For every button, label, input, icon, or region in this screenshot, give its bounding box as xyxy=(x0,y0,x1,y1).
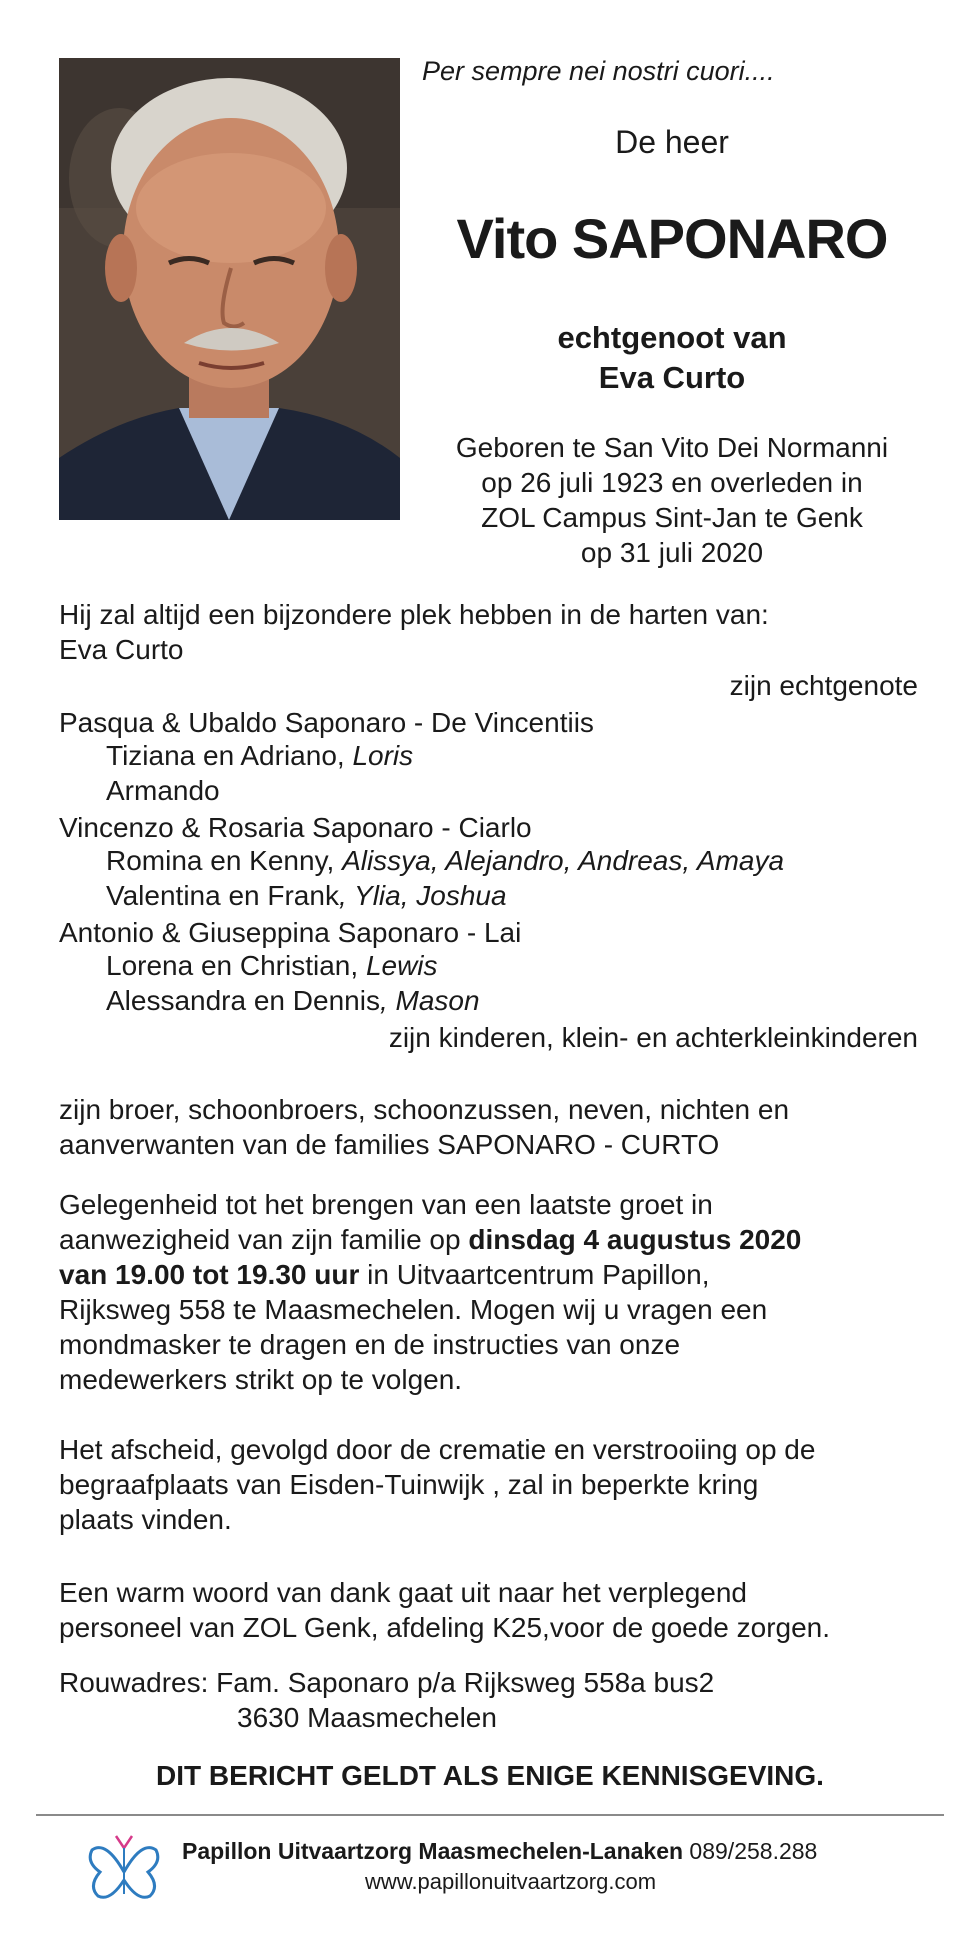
divider xyxy=(36,1814,944,1816)
family-intro: Hij zal altijd een bijzondere plek hebben in de harten van: xyxy=(59,599,769,630)
deceased-name: Vito SAPONARO xyxy=(456,207,888,270)
birth-line: Geboren te San Vito Dei Normanni xyxy=(455,432,889,463)
grandchild-entry: Romina en Kenny, Alissya, Alejandro, Andreas, Amaya xyxy=(106,845,785,876)
birth-line: ZOL Campus Sint-Jan te Genk xyxy=(481,502,863,533)
grandchild-entry: Armando xyxy=(106,775,220,806)
mourning-address: Rouwadres: Fam. Saponaro p/a Rijksweg 558a bus2 xyxy=(59,1667,715,1698)
visit-line: aanwezigheid van zijn familie op dinsdag 4 augustus 2020 xyxy=(59,1224,802,1255)
visit-line: Rijksweg 558 te Maasmechelen. Mogen wij u vragen een xyxy=(59,1294,768,1325)
notice-banner: DIT BERICHT GELDT ALS ENIGE KENNISGEVING. xyxy=(156,1760,824,1791)
relatives-line: aanverwanten van de families SAPONARO - CURTO xyxy=(59,1129,720,1160)
portrait-photo xyxy=(59,58,400,520)
relatives-text xyxy=(59,1092,789,1162)
birth-line: op 26 juli 1923 en overleden in xyxy=(481,467,863,498)
child-entry: Antonio & Giuseppina Saponaro - Lai xyxy=(59,917,522,948)
spouse-block xyxy=(410,318,934,398)
thanks-line: Een warm woord van dank gaat uit naar het verplegend xyxy=(59,1577,747,1608)
funeral-company: Papillon Uitvaartzorg Maasmechelen-Lanaken 089/258.288 xyxy=(182,1838,818,1864)
farewell-line: plaats vinden. xyxy=(59,1504,232,1535)
spouse-entry: Eva Curto xyxy=(59,634,184,665)
title-prefix: De heer xyxy=(615,124,729,160)
birth-death-info xyxy=(410,430,934,570)
portrait-illustration xyxy=(59,58,400,520)
farewell-line: begraafplaats van Eisden-Tuinwijk , zal in beperkte kring xyxy=(59,1469,759,1500)
children-role: zijn kinderen, klein- en achterkleinkinderen xyxy=(388,1022,918,1053)
child-entry: Pasqua & Ubaldo Saponaro - De Vincentiis xyxy=(59,707,594,738)
mourning-address-city: 3630 Maasmechelen xyxy=(237,1702,497,1733)
visit-line: mondmasker te dragen en de instructies van onze xyxy=(59,1329,681,1360)
spouse-role: zijn echtgenote xyxy=(729,670,918,701)
visitation-text xyxy=(59,1187,801,1397)
motto: Per sempre nei nostri cuori.... xyxy=(422,56,775,86)
farewell-line: Het afscheid, gevolgd door de crematie en verstrooiing op de xyxy=(59,1434,816,1465)
child-entry: Vincenzo & Rosaria Saponaro - Ciarlo xyxy=(59,812,532,843)
relatives-line: zijn broer, schoonbroers, schoonzussen, neven, nichten en xyxy=(59,1094,790,1125)
grandchild-entry: Tiziana en Adriano, Loris xyxy=(106,740,414,771)
grandchild-entry: Alessandra en Dennis, Mason xyxy=(106,985,480,1016)
visit-line: van 19.00 tot 19.30 uur in Uitvaartcentrum Papillon, xyxy=(59,1259,710,1290)
grandchild-entry: Valentina en Frank, Ylia, Joshua xyxy=(106,880,507,911)
spouse-name: Eva Curto xyxy=(598,360,746,395)
visit-line: medewerkers strikt op te volgen. xyxy=(59,1364,463,1395)
butterfly-logo-icon xyxy=(86,1832,162,1908)
spouse-label: echtgenoot van xyxy=(557,320,787,355)
farewell-text xyxy=(59,1432,815,1537)
grandchild-entry: Lorena en Christian, Lewis xyxy=(106,950,438,981)
thanks-text xyxy=(59,1575,830,1645)
thanks-line: personeel van ZOL Genk, afdeling K25,voor de goede zorgen. xyxy=(59,1612,831,1643)
visit-line: Gelegenheid tot het brengen van een laatste groet in xyxy=(59,1189,713,1220)
company-website-link[interactable]: www.papillonuitvaartzorg.com xyxy=(365,1869,657,1894)
birth-line: op 31 juli 2020 xyxy=(580,537,764,568)
